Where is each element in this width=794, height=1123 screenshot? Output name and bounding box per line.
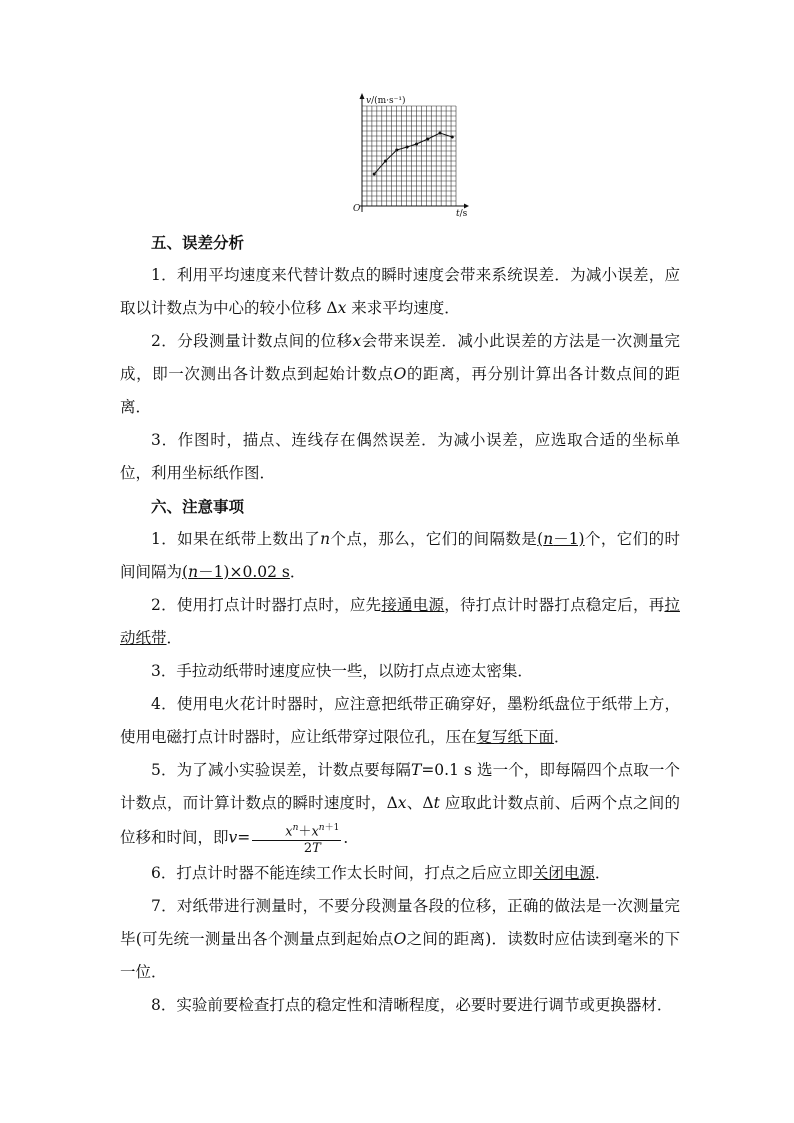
paragraph-error-3: 3．作图时，描点、连线存在偶然误差．为减小误差，应选取合适的坐标单位，利用坐标纸作图．: [120, 431, 680, 482]
paragraph-error-1: 1．利用平均速度来代替计数点的瞬时速度会带来系统误差．为减小误差，应取以计数点为中心的较小位移 Δx 来求平均速度．: [120, 266, 680, 317]
answer-power-on: 接通电源: [381, 596, 445, 614]
note-3: 3．手拉动纸带时速度应快一些，以防打点点迹太密集．: [151, 662, 533, 680]
note-2: 2．使用打点计时器打点时，应先接通电源，待打点计时器打点稳定后，再拉动纸带．: [120, 596, 680, 647]
data-point: [384, 160, 387, 163]
velocity-formula: $\frac{x^n+x^{n+1}}{2T}$: [252, 820, 341, 857]
text-content: [120, 226, 680, 1022]
note-8: 8．实验前要检查打点的稳定性和清晰程度，必要时要进行调节或更换器材．: [151, 996, 673, 1015]
answer-pull-tape: 拉动纸带: [120, 596, 680, 647]
data-point: [406, 146, 409, 149]
section-heading-notes: 六、注意事项: [151, 497, 245, 516]
data-point: [439, 132, 442, 135]
velocity-time-graph: [350, 92, 472, 222]
y-axis-arrow: [360, 93, 365, 99]
graph-svg: [350, 92, 472, 222]
section-heading-error-analysis: 五、误差分析: [151, 233, 245, 252]
x-axis-label: t/s: [456, 209, 468, 219]
data-point: [415, 143, 418, 146]
data-point: [395, 149, 398, 152]
answer-carbon-paper: 复写纸下面: [476, 728, 555, 746]
data-point: [451, 136, 454, 139]
note-5: 5．为了减小实验误差，计数点要每隔T=0.1 s 选一个，即每隔四个点取一个计数点，而计算计数点的瞬时速度时，Δx、Δt 应取此计数点前、后两个点之间的位移和时间，即v= $\frac{x^n+x^{n+1}}{2T}$ ．: [120, 761, 680, 857]
answer-interval-count: (n－1): [537, 530, 585, 548]
v-t-curve: [374, 133, 452, 174]
x-axis-arrow: [464, 204, 469, 209]
note-7: 7．对纸带进行测量时，不要分段测量各段的位移，正确的做法是一次测量完毕(可先统一测量出各个测量点到起始点O之间的距离)．读数时应估读到毫米的下一位．: [120, 897, 680, 982]
data-point: [426, 138, 429, 141]
y-axis-label: v/(m·s⁻¹): [366, 96, 406, 106]
data-point: [373, 173, 376, 176]
note-1: 1．如果在纸带上数出了n个点，那么，它们的间隔数是(n－1)个，它们的时间间隔为(n－1)×0.02 s．: [120, 530, 680, 581]
note-6: 6．打点计时器不能连续工作太长时间，打点之后应立即关闭电源．: [151, 864, 611, 883]
paragraph-error-2: 2．分段测量计数点间的位移x会带来误差．减小此误差的方法是一次测量完成，即一次测出各计数点到起始计数点O的距离，再分别计算出各计数点间的距离．: [120, 332, 680, 416]
answer-power-off: 关闭电源: [532, 864, 595, 883]
origin-label: O: [353, 204, 361, 214]
answer-time-interval: (n－1)×0.02 s: [182, 563, 290, 581]
note-4: 4．使用电火花计时器时，应注意把纸带正确穿好，墨粉纸盘位于纸带上方，使用电磁打点计时器时，应让纸带穿过限位孔，压在复写纸下面．: [120, 695, 680, 746]
